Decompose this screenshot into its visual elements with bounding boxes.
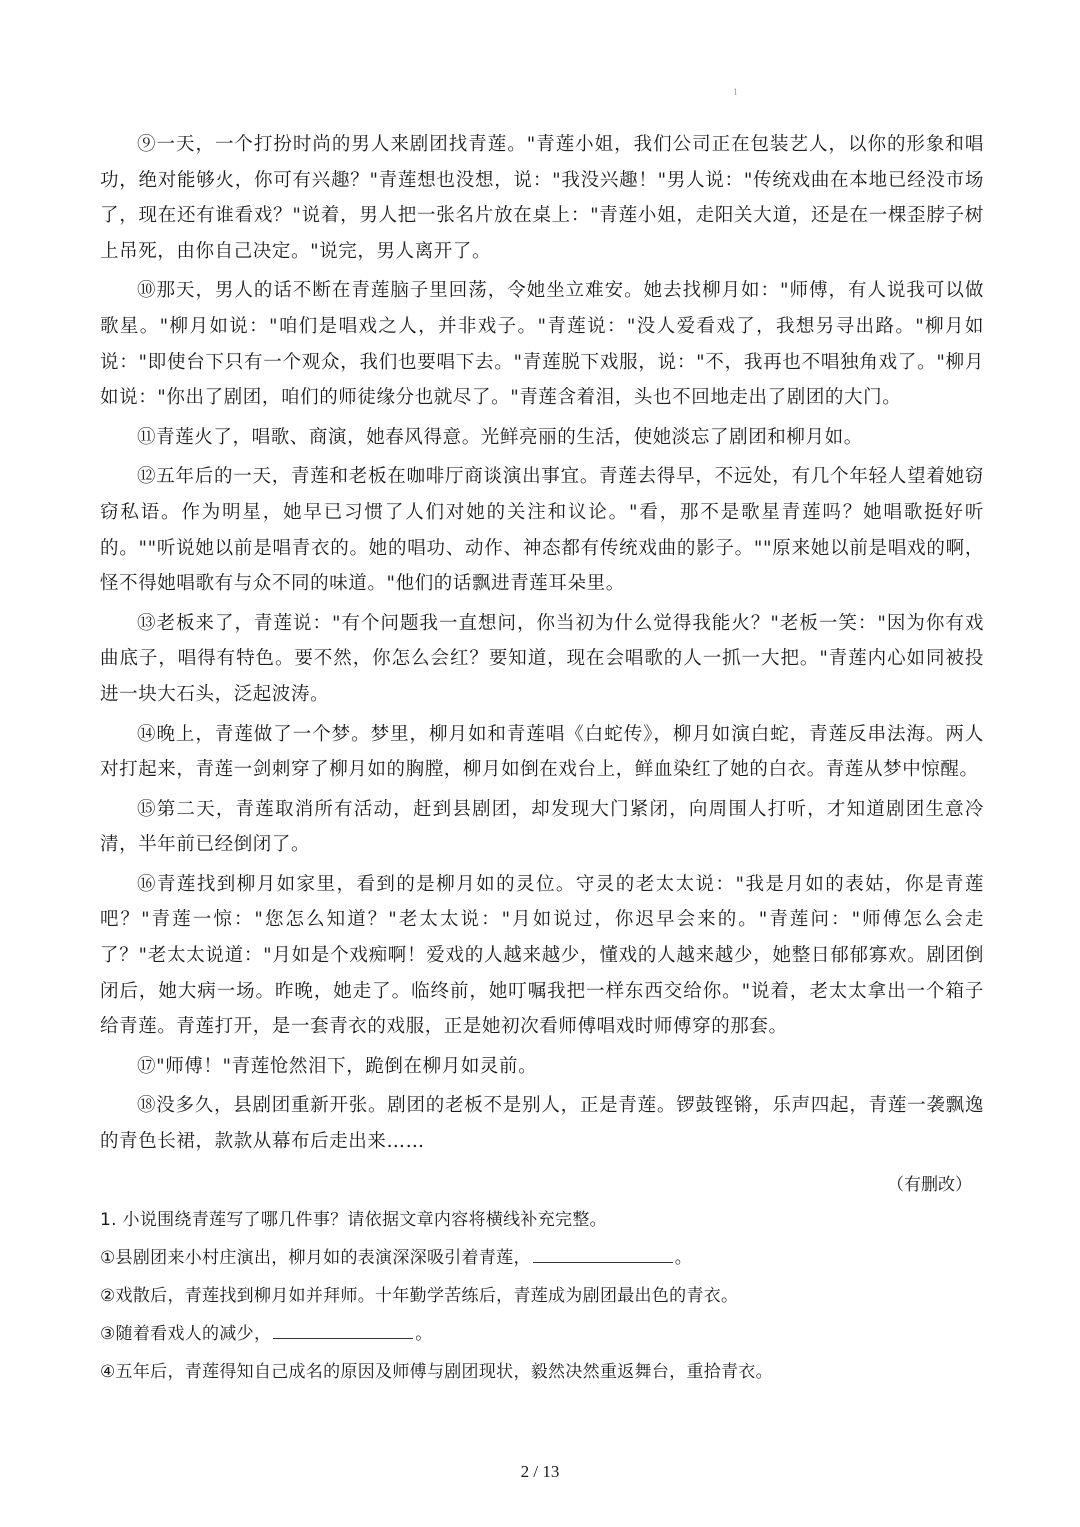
page-number: 2 / 13 — [520, 1462, 560, 1481]
paragraph-18: ⑱没多久，县剧团重新开张。剧团的老板不是别人，正是青莲。锣鼓铿锵，乐声四起，青莲一袭飘逸的青色长裙，款款从幕布后走出来…… — [100, 1095, 984, 1153]
item-1-text: ①县剧团来小村庄演出，柳月如的表演深深吸引着青莲， — [100, 1248, 531, 1268]
item-1-end: 。 — [674, 1248, 693, 1268]
question-1-item-4: ④五年后，青莲得知自己成名的原因及师傅与剧团现状，毅然决然重返舞台，重拾青衣。 — [100, 1362, 773, 1382]
paragraph-15: ⑮第二天，青莲取消所有活动，赶到县剧团，却发现大门紧闭，向周围人打听，才知道剧团生意冷清，半年前已经倒闭了。 — [100, 798, 984, 856]
answer-blank-1[interactable] — [533, 1242, 673, 1263]
paragraph-13: ⑬老板来了，青莲说："有个问题我一直想问，你当初为什么觉得我能火？"老板一笑："因为你有戏曲底子，唱得有特色。要不然，你怎么会红？要知道，现在会唱歌的人一抓一大把。"青莲内心如同被投进一块大石头，泛起波涛。 — [100, 612, 984, 705]
source-note: （有删改） — [887, 1174, 972, 1195]
page-mark: 1 — [733, 88, 739, 97]
paragraph-16: ⑯青莲找到柳月如家里，看到的是柳月如的灵位。守灵的老太太说："我是月如的表姑，你是青莲吧？"青莲一惊："您怎么知道？"老太太说："月如说过，你迟早会来的。"青莲问："师傅怎么会走了？"老太太说道："月如是个戏痴啊！爱戏的人越来越少，懂戏的人越来越少，她整日郁郁寡欢。剧团倒闭后，她大病一场。昨晚，她走了。临终前，她叮嘱我把一样东西交给你。"说着，老太太拿出一个箱子给青莲。青莲打开，是一套青衣的戏服，正是她初次看师傅唱戏时师傅穿的那套。 — [100, 873, 984, 1038]
item-3-end: 。 — [415, 1324, 433, 1344]
article-body — [100, 127, 984, 1202]
paragraph-12: ⑫五年后的一天，青莲和老板在咖啡厅商谈演出事宜。青莲去得早，不远处，有几个年轻人望着她窃窃私语。作为明星，她早已习惯了人们对她的关注和议论。"看，那不是歌星青莲吗？她唱歌挺好听的。""听说她以前是唱青衣的。她的唱功、动作、神态都有传统戏曲的影子。""原来她以前是唱戏的啊，怪不得她唱歌有与众不同的味道。"他们的话飘进青莲耳朵里。 — [100, 466, 984, 595]
question-1-item-2: ②戏散后，青莲找到柳月如并拜师。十年勤学苦练后，青莲成为剧团最出色的青衣。 — [100, 1286, 739, 1306]
paragraph-9: ⑨一天，一个打扮时尚的男人来剧团找青莲。"青莲小姐，我们公司正在包装艺人，以你的形象和唱功，绝对能够火，你可有兴趣？"青莲想也没想，说："我没兴趣！"男人说："传统戏曲在本地已经没市场了，现在还有谁看戏？"说着，男人把一张名片放在桌上："青莲小姐，走阳关大道，还是在一棵歪脖子树上吊死，由你自己决定。"说完，男人离开了。 — [100, 134, 984, 262]
answer-blank-2[interactable] — [273, 1318, 413, 1339]
question-1-item-3 — [100, 1315, 984, 1353]
question-1-prompt: 1. 小说围绕青莲写了哪几件事？请依据文章内容将横线补充完整。 — [100, 1210, 607, 1230]
question-section — [100, 1201, 984, 1391]
question-1-item-1 — [100, 1239, 984, 1277]
paragraph-14: ⑭晚上，青莲做了一个梦。梦里，柳月如和青莲唱《白蛇传》，柳月如演白蛇，青莲反串法海。两人对打起来，青莲一剑刺穿了柳月如的胸膛，柳月如倒在戏台上，鲜血染红了她的白衣。青莲从梦中惊醒。 — [100, 723, 984, 781]
item-3-text: ③随着看戏人的减少， — [100, 1324, 272, 1344]
paragraph-10: ⑩那天，男人的话不断在青莲脑子里回荡，令她坐立难安。她去找柳月如："师傅，有人说我可以做歌星。"柳月如说："咱们是唱戏之人，并非戏子。"青莲说："没人爱看戏了，我想另寻出路。"柳月如说："即使台下只有一个观众，我们也要唱下去。"青莲脱下戏服，说："不，我再也不唱独角戏了。"柳月如说："你出了剧团，咱们的师徒缘分也就尽了。"青莲含着泪，头也不回地走出了剧团的大门。 — [100, 280, 984, 409]
paragraph-17: ⑰"师傅！"青莲怆然泪下，跪倒在柳月如灵前。 — [137, 1055, 538, 1077]
paragraph-11: ⑪青莲火了，唱歌、商演，她春风得意。光鲜亮丽的生活，使她淡忘了剧团和柳月如。 — [137, 426, 863, 448]
